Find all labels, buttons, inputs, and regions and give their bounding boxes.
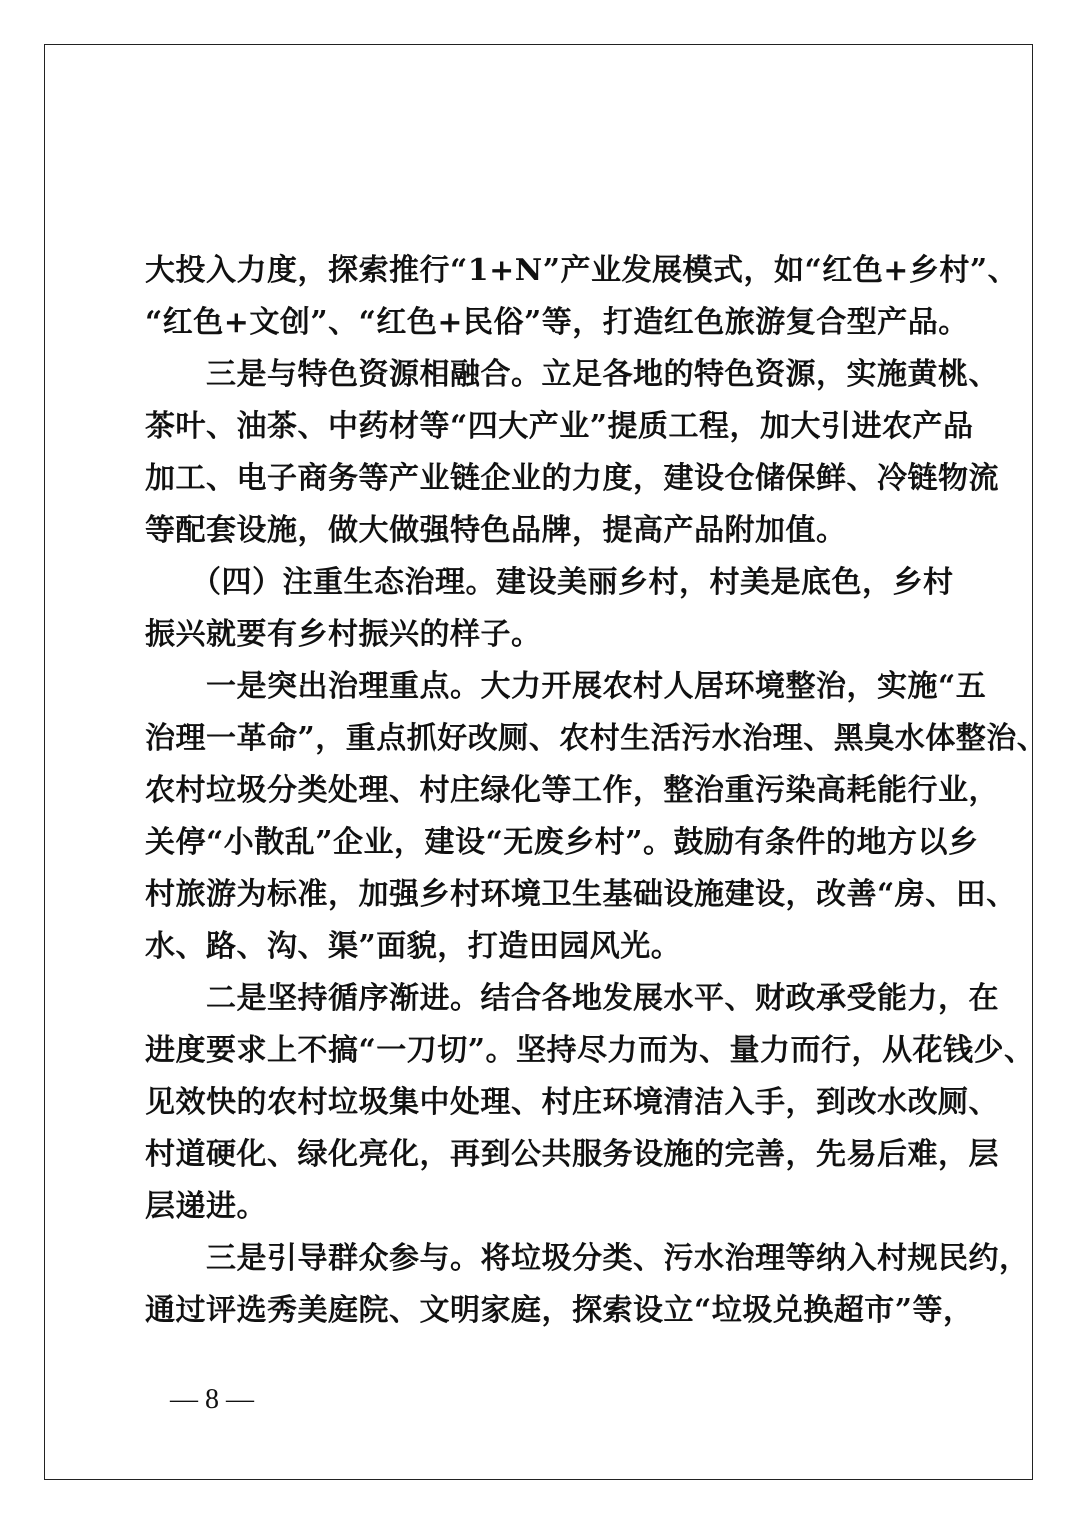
text-line: 见效快的农村垃圾集中处理、村庄环境清洁入手，到改水改厕、 <box>145 1085 999 1120</box>
text-line: 进度要求上不搞“一刀切”。坚持尽力而为、量力而行，从花钱少、 <box>145 1033 1035 1068</box>
page-number: — 8 — <box>170 1384 254 1415</box>
text-line: 农村垃圾分类处理、村庄绿化等工作，整治重污染高耗能行业， <box>145 773 999 808</box>
text-line: 通过评选秀美庭院、文明家庭，探索设立“垃圾兑换超市”等， <box>145 1293 974 1328</box>
text-line: 大投入力度，探索推行“1+N”产业发展模式，如“红色+乡村”、 <box>145 253 1019 288</box>
document-page <box>44 44 1048 1480</box>
text-line: 加工、电子商务等产业链企业的力度，建设仓储保鲜、冷链物流 <box>145 461 999 496</box>
text-line: 振兴就要有乡村振兴的样子。 <box>145 617 542 652</box>
text-line: 治理一革命”，重点抓好改厕、农村生活污水治理、黑臭水体整治、 <box>145 721 1048 756</box>
text-line: 村道硬化、绿化亮化，再到公共服务设施的完善，先易后难，层 <box>145 1137 999 1172</box>
text-line: 三是引导群众参与。将垃圾分类、污水治理等纳入村规民约， <box>145 1241 1030 1276</box>
text-line: 等配套设施，做大做强特色品牌，提高产品附加值。 <box>145 513 847 548</box>
text-line: “红色+文创”、“红色+民俗”等，打造红色旅游复合型产品。 <box>145 305 969 340</box>
text-line: （四）注重生态治理。建设美丽乡村，村美是底色，乡村 <box>145 565 954 600</box>
text-line: 茶叶、油茶、中药材等“四大产业”提质工程，加大引进农产品 <box>145 409 974 444</box>
text-line: 二是坚持循序渐进。结合各地发展水平、财政承受能力，在 <box>145 981 999 1016</box>
text-line: 村旅游为标准，加强乡村环境卫生基础设施建设，改善“房、田、 <box>145 877 1017 912</box>
text-line: 关停“小散乱”企业，建设“无废乡村”。鼓励有条件的地方以乡 <box>145 825 979 860</box>
text-line: 一是突出治理重点。大力开展农村人居环境整治，实施“五 <box>145 669 987 704</box>
text-line: 层递进。 <box>145 1189 267 1224</box>
text-line: 水、路、沟、渠”面貌，打造田园风光。 <box>145 929 682 964</box>
text-line: 三是与特色资源相融合。立足各地的特色资源，实施黄桃、 <box>145 357 999 392</box>
